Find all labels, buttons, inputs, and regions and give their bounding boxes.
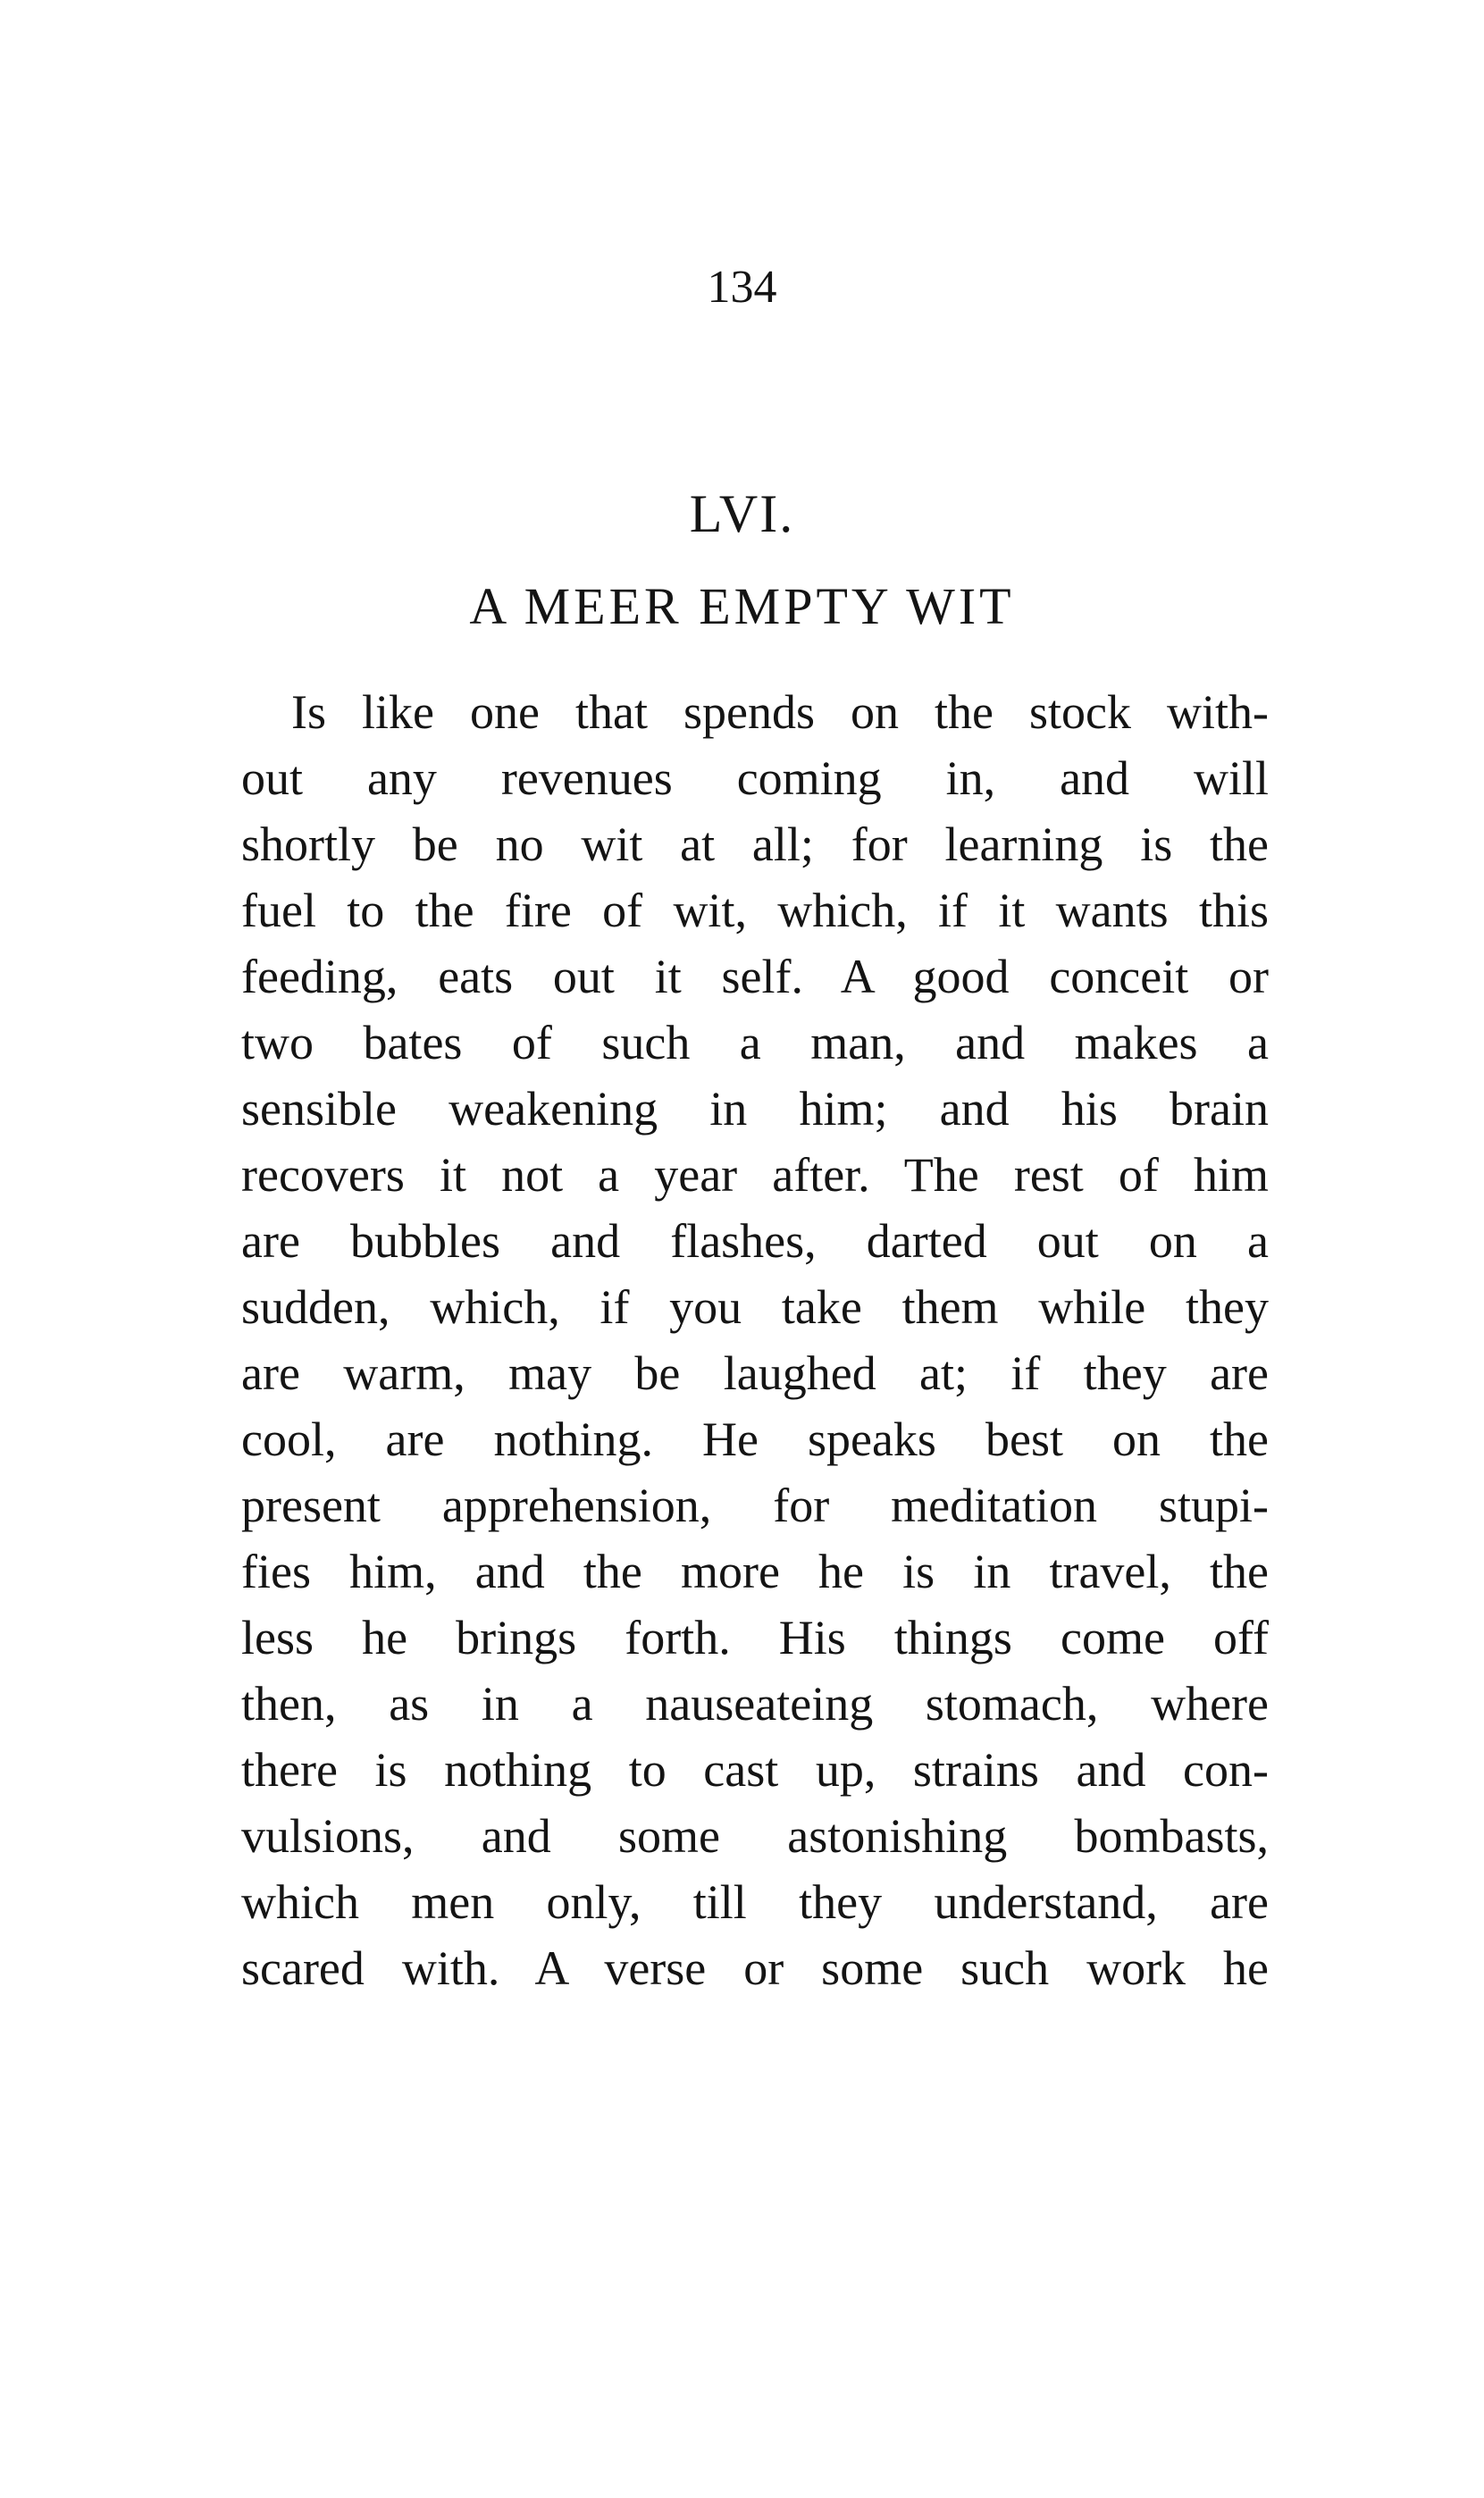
body-line: are bubbles and flashes, darted out on a <box>241 1214 1269 1268</box>
body-line: fuel to the fire of wit, which, if it wants this <box>241 884 1269 937</box>
body-line: two bates of such a man, and makes a <box>241 1016 1269 1069</box>
body-line: recovers it not a year after. The rest of him <box>241 1148 1269 1202</box>
page-number: 134 <box>707 262 777 313</box>
body-line: vulsions, and some astonishing bombasts, <box>241 1809 1269 1863</box>
body-line: cool, are nothing. He speaks best on the <box>241 1412 1269 1466</box>
body-line: Is like one that spends on the stock with- <box>291 685 1269 739</box>
body-line: fies him, and the more he is in travel, the <box>241 1545 1269 1598</box>
body-line: less he brings forth. His things come off <box>241 1611 1269 1664</box>
body-line: shortly be no wit at all; for learning is the <box>241 817 1269 871</box>
body-line: there is nothing to cast up, strains and con- <box>241 1743 1269 1797</box>
body-line: feeding, eats out it self. A good conceit or <box>241 950 1269 1003</box>
body-line: sudden, which, if you take them while they <box>241 1280 1269 1334</box>
body-line: present apprehension, for meditation stupi- <box>241 1479 1269 1532</box>
chapter-title: A MEER EMPTY WIT <box>469 577 1015 635</box>
body-line: out any revenues coming in, and will <box>241 751 1269 805</box>
body-line: are warm, may be laughed at; if they are <box>241 1346 1269 1400</box>
body-line: scared with. A verse or some such work he <box>241 1941 1269 1995</box>
body-line: then, as in a nauseateing stomach, where <box>241 1677 1269 1731</box>
body-line: which men only, till they understand, are <box>241 1875 1269 1929</box>
body-text <box>241 679 1269 2001</box>
chapter-number: LVI. <box>689 484 795 543</box>
body-line: sensible weakening in him; and his brain <box>241 1082 1269 1136</box>
